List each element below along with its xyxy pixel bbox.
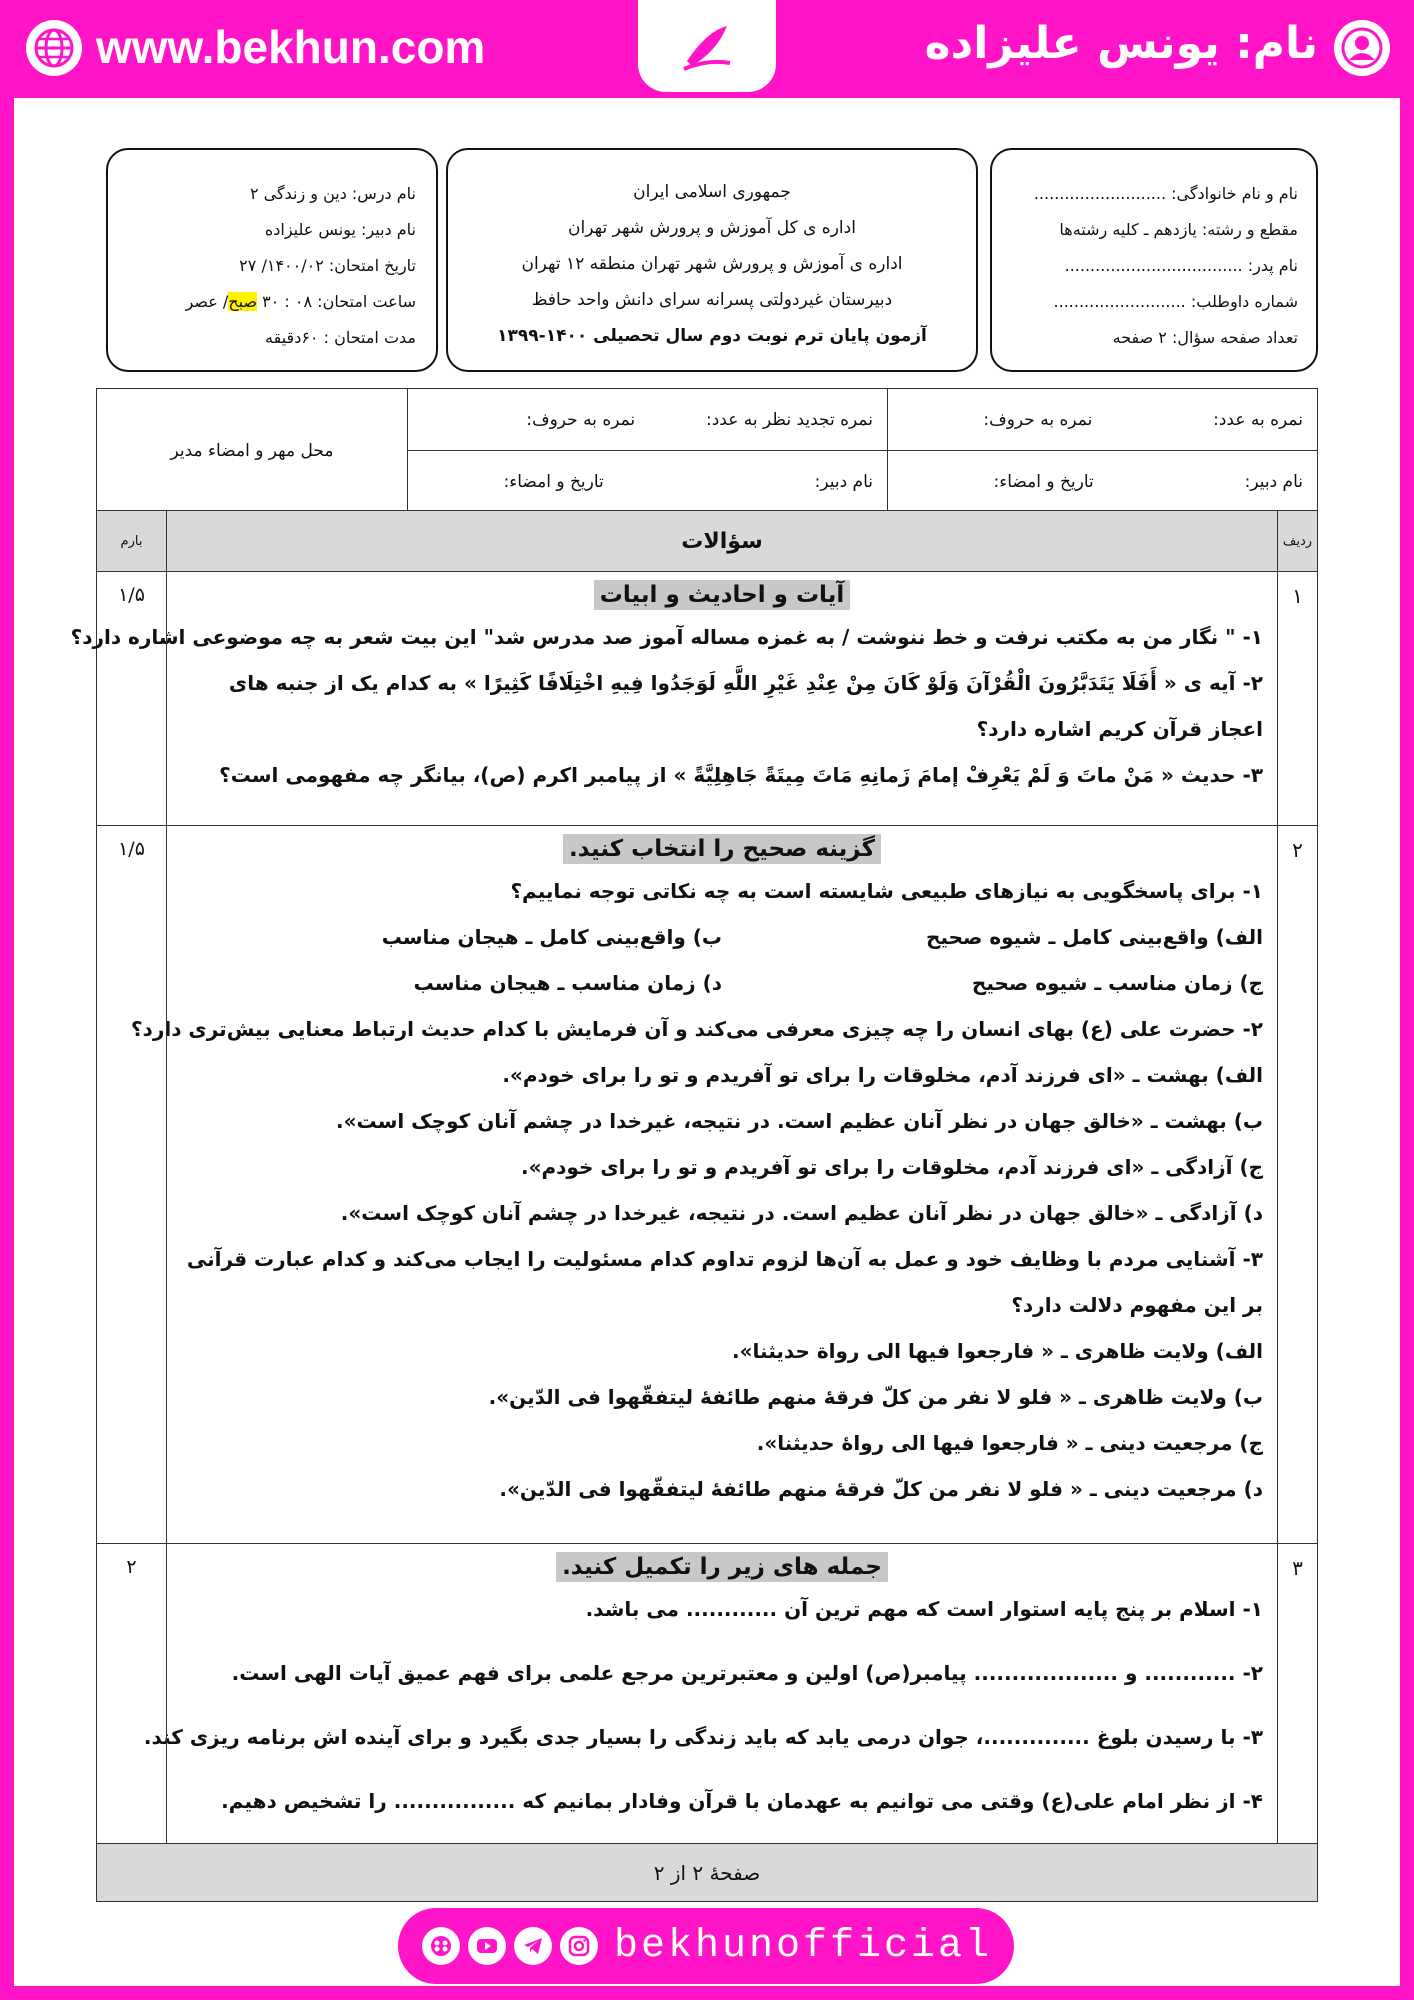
question-line: ۱- برای پاسخگویی به نیازهای طبیعی شایسته است به چه نکاتی توجه نماییم؟ bbox=[510, 879, 1263, 903]
aparat-icon[interactable] bbox=[422, 1927, 460, 1965]
option[interactable]: ب) واقع‌بینی کامل ـ هیجان مناسب bbox=[381, 925, 722, 949]
question-line: ۲- حضرت علی (ع) بهای انسان را چه چیزی معرفی می‌کند و آن فرمایش با کدام حدیث ارتباط معنایی بیش‌تری دارد؟ bbox=[130, 1017, 1263, 1041]
section-title: گزینه صحیح را انتخاب کنید. bbox=[563, 834, 881, 864]
exam-title: آزمون پایان ترم نوبت دوم سال تحصیلی ۱۴۰۰-۱۳۹۹ bbox=[497, 326, 927, 346]
question-line: ۳- حدیث « مَنْ ماتَ وَ لَمْ يَعْرِفْ إمامَ زَمانِهِ مَاتَ مِيتَةً جَاهِلِيَّةً » از پیامبر اکرم (ص)، بیانگر چه مفهومی است؟ bbox=[219, 763, 1263, 787]
question-line: ۲- آیه ی « أَفَلَا يَتَدَبَّرُونَ الْقُرْآنَ وَلَوْ كَانَ مِنْ عِنْدِ غَيْرِ اللَّهِ لَوَجَدُوا فِيهِ اخْتِلَافًا كَثِيرًا » به کدام یک از جنبه های اعجاز قرآن کریم اشاره دارد؟ bbox=[228, 671, 1263, 741]
youtube-icon[interactable] bbox=[468, 1927, 506, 1965]
section-title: جمله های زیر را تکمیل کنید. bbox=[556, 1552, 888, 1582]
info-name: نام و نام خانوادگی: .......................... bbox=[1033, 184, 1298, 203]
school-line-2: اداره ی کل آموزش و پرورش شهر تهران bbox=[568, 218, 856, 238]
question-line: ۲- ............ و ................... پیامبر(ص) اولین و معتبرترین مرجع علمی برای فهم عمیق آیات الهی است. bbox=[231, 1661, 1263, 1685]
option[interactable]: الف) ولایت ظاهری ـ « فارجعوا فیها الی رواة حدیثنا». bbox=[732, 1339, 1263, 1363]
question-line: ۱- اسلام بر پنج پایه استوار است که مهم ترین آن ............ می باشد. bbox=[585, 1597, 1263, 1621]
info-pages: تعداد صفحه سؤال: ۲ صفحه bbox=[1112, 328, 1298, 347]
top-banner bbox=[0, 0, 1414, 98]
teacher-sign-cell-2: نام دبیر: تاریخ و امضاء: bbox=[408, 451, 888, 513]
option[interactable]: ب) بهشت ـ «خالق جهان در نظر آنان عظیم است. در نتیجه، غیرخدا در چشم آنان کوچک است». bbox=[336, 1109, 1263, 1133]
option[interactable]: ب) ولایت ظاهری ـ « فلو لا نفر من کلّ فرقهٔ منهم طائفهٔ لیتفقّهوا فی الدّین». bbox=[488, 1385, 1263, 1409]
student-name: نام: یونس علیزاده bbox=[924, 18, 1318, 69]
option[interactable]: ج) زمان مناسب ـ شیوه صحیح bbox=[971, 971, 1263, 995]
exam-duration: مدت امتحان : ۶۰دقیقه bbox=[265, 328, 416, 347]
question-number: ۲ bbox=[1277, 826, 1317, 1543]
globe-icon bbox=[26, 20, 82, 76]
morning-highlight: صبح bbox=[228, 292, 258, 311]
question-number: ۱ bbox=[1277, 572, 1317, 825]
question-line: ۳- با رسیدن بلوغ ..............، جوان درمی یابد که باید زندگی را بسیار جدی بگیرد و برای آینده اش برنامه ریزی کند. bbox=[143, 1725, 1263, 1749]
score-cell: نمره به عدد: نمره به حروف: bbox=[888, 389, 1318, 451]
user-icon bbox=[1334, 20, 1390, 76]
social-bar bbox=[398, 1908, 1014, 1984]
question-line: ۳- آشنایی مردم با وظایف خود و عمل به آن‌ها لزوم تداوم کدام مسئولیت را ایجاب می‌کند و کدام عبارت قرآنی بر این مفهوم دلالت دارد؟ bbox=[186, 1247, 1263, 1317]
school-info-box bbox=[446, 148, 978, 372]
teacher-sign-cell: نام دبیر: تاریخ و امضاء: bbox=[888, 451, 1318, 513]
school-line-1: جمهوری اسلامی ایران bbox=[633, 182, 791, 202]
exam-info-box bbox=[106, 148, 438, 372]
row-label: ردیف bbox=[1277, 511, 1317, 571]
instagram-icon[interactable] bbox=[560, 1927, 598, 1965]
option[interactable]: ج) مرجعیت دینی ـ « فارجعوا فیها الی رواهٔ حدیثنا». bbox=[756, 1431, 1263, 1455]
social-handle[interactable]: bekhunofficial bbox=[614, 1923, 993, 1969]
question-row-1 bbox=[70, 572, 1318, 826]
info-father: نام پدر: ................................... bbox=[1064, 256, 1298, 275]
stamp-cell: محل مهر و امضاء مدیر bbox=[97, 389, 408, 513]
question-score: ۲ bbox=[97, 1544, 167, 1843]
review-cell: نمره تجدید نظر به عدد: نمره به حروف: bbox=[408, 389, 888, 451]
option[interactable]: د) زمان مناسب ـ هیجان مناسب bbox=[413, 971, 722, 995]
question-line: ۴- از نظر امام علی(ع) وقتی می توانیم به عهدمان با قرآن وفادار بمانیم که ................ را تشخیص دهیم. bbox=[221, 1789, 1263, 1813]
question-row-2 bbox=[96, 826, 1318, 1544]
questions-header bbox=[96, 510, 1318, 572]
website-url[interactable]: www.bekhun.com bbox=[96, 21, 486, 73]
school-line-4: دبیرستان غیردولتی پسرانه سرای دانش واحد حافظ bbox=[531, 290, 893, 310]
page-number: صفحهٔ ۲ از ۲ bbox=[96, 1844, 1318, 1902]
option[interactable]: د) آزادگی ـ «خالق جهان در نظر آنان عظیم است. در نتیجه، غیرخدا در چشم آنان کوچک است». bbox=[340, 1201, 1263, 1225]
option[interactable]: الف) واقع‌بینی کامل ـ شیوه صحیح bbox=[926, 925, 1263, 949]
option-row bbox=[181, 914, 1263, 960]
option[interactable]: ج) آزادگی ـ «ای فرزند آدم، مخلوقات را برای تو آفریدم و تو را برای خودم». bbox=[520, 1155, 1263, 1179]
info-grade: مقطع و رشته: یازدهم ـ کلیه رشته‌ها bbox=[1059, 220, 1298, 239]
exam-teacher: نام دبیر: یونس علیزاده bbox=[264, 220, 416, 239]
question-score: ۱/۵ bbox=[97, 572, 167, 825]
questions-title: سؤالات bbox=[681, 528, 763, 554]
option[interactable]: الف) بهشت ـ «ای فرزند آدم، مخلوقات را برای تو آفریدم و تو را برای خودم». bbox=[502, 1063, 1263, 1087]
school-line-3: اداره ی آموزش و پرورش شهر تهران منطقه ۱۲ تهران bbox=[521, 254, 903, 274]
exam-subject: نام درس: دین و زندگی ۲ bbox=[249, 184, 416, 203]
question-number: ۳ bbox=[1277, 1544, 1317, 1843]
section-title: آیات و احادیث و ابیات bbox=[594, 580, 850, 610]
telegram-icon[interactable] bbox=[514, 1927, 552, 1965]
grade-table bbox=[96, 388, 1318, 513]
info-candidate: شماره داوطلب: .......................... bbox=[1053, 292, 1298, 311]
option-row bbox=[181, 960, 1263, 1006]
option[interactable]: د) مرجعیت دینی ـ « فلو لا نفر من کلّ فرقهٔ منهم طائفهٔ لیتفقّهوا فی الدّین». bbox=[499, 1477, 1263, 1501]
exam-time: ساعت امتحان: ۰۸ : ۳۰ صبح/ عصر bbox=[185, 292, 416, 311]
exam-date: تاریخ امتحان: ۱۴۰۰/۰۲/ ۲۷ bbox=[239, 256, 416, 275]
student-info-box bbox=[990, 148, 1318, 372]
question-score: ۱/۵ bbox=[97, 826, 167, 1543]
question-line: ۱- " نگار من به مکتب نرفت و خط ننوشت / به غمزه مساله آموز صد مدرس شد" این بیت شعر به چه موضوعی اشاره دارد؟ bbox=[70, 625, 1263, 649]
question-row-3 bbox=[96, 1544, 1318, 1844]
score-label: بارم bbox=[97, 511, 167, 571]
bekhun-logo bbox=[638, 0, 776, 92]
